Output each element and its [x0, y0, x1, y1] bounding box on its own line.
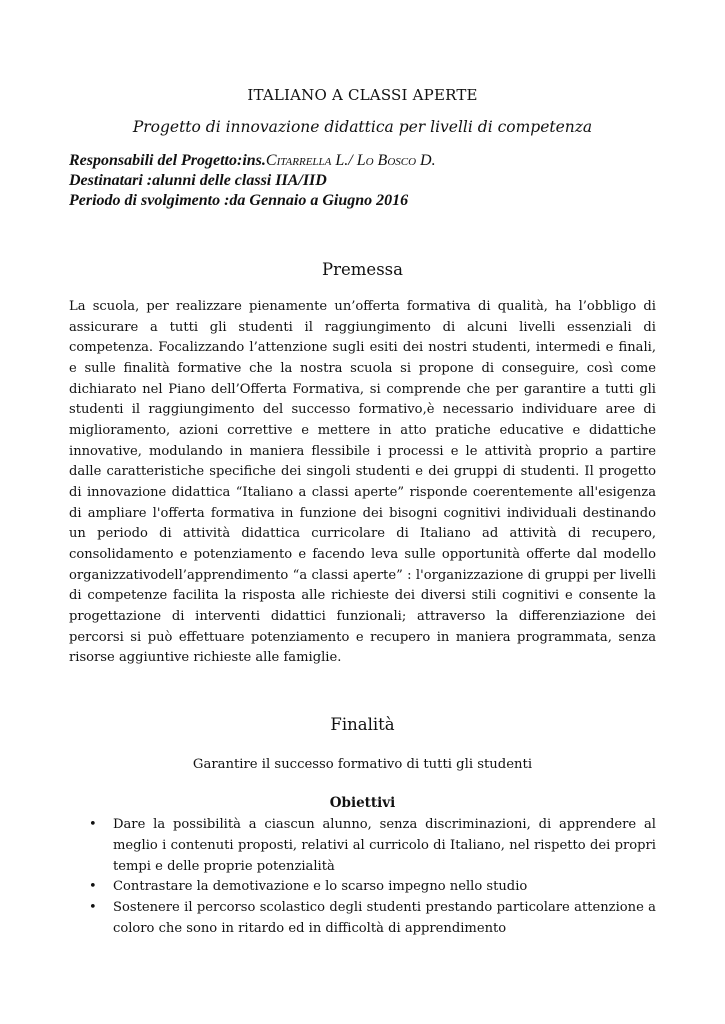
list-item [69, 815, 656, 877]
premessa-paragraph: La scuola, per realizzare pienamente un’offerta formativa di qualità, ha l’obbligo di assicurare a tutti gli studenti il raggiungimento di alcuni livelli essenziali di competenza. Focalizzando l’attenzione sugli esiti dei nostri studenti, intermedi e finali, e sulle finalità formative che la nostra scuola si propone di conseguire, così come dichiarato nel Piano dell’Offerta Formativa, si comprende che per garantire a tutti gli studenti il raggiungimento del successo formativo,è necessario individuare aree di miglioramento, azioni correttive e mettere in atto pratiche educative e didattiche innovative, modulando in maniera flessibile i processi e le attività proprio a partire dalle caratteristiche specifiche dei singoli studenti e dei gruppi di studenti. Il progetto di innovazione didattica “Italiano a classi aperte” risponde coerentemente all'esigenza di ampliare l'offerta formativa in funzione dei bisogni cognitivi individuali destinando un periodo di attività didattica curricolare di Italiano ad attività di recupero, consolidamento e potenziamento e facendo leva sulle opportunità offerte dal modello organizzativodell’apprendimento “a classi aperte” : l'organizzazione di gruppi per livelli di competenze facilita la risposta alle richieste dei diversi stili cognitivi e consente la progettazione di interventi didattici funzionali; attraverso la differenziazione dei percorsi si può effettuare potenziamento e recupero in maniera programmata, senza risorse aggiuntive richieste alle famiglie. [69, 299, 656, 666]
responsabili-label: Responsabili del Progetto:ins. [69, 152, 266, 169]
premessa-heading: Premessa [322, 260, 403, 279]
periodo-line: Periodo di svolgimento :da Gennaio a Giugno 2016 [69, 192, 409, 209]
bullet-icon: • [89, 879, 97, 895]
document-title: ITALIANO A CLASSI APERTE [247, 86, 478, 104]
list-item-text: Contrastare la demotivazione e lo scarso impegno nello studio [113, 879, 528, 895]
finalita-text: Garantire il successo formativo di tutti gli studenti [192, 757, 533, 772]
list-item [69, 898, 656, 940]
destinatari-line: Destinatari :alunni delle classi IIA/IID [69, 172, 327, 189]
finalita-heading: Finalità [330, 715, 395, 734]
obiettivi-heading: Obiettivi [329, 795, 396, 811]
list-item [69, 877, 656, 898]
list-item-text: Dare la possibilità a ciascun alunno, senza discriminazioni, di apprendere al meglio i contenuti proposti, relativi al curricolo di Italiano, nel rispetto dei propri tempi e delle proprie potenzialità [113, 817, 656, 874]
responsabili-names: Citarrella L./ Lo Bosco D. [265, 152, 436, 169]
bullet-icon: • [89, 817, 97, 832]
list-item-text: Sostenere il percorso scolastico degli studenti prestando particolare attenzione a coloro che sono in ritardo ed in difficoltà di apprendimento [113, 900, 656, 936]
document-subtitle: Progetto di innovazione didattica per livelli di competenza [132, 118, 593, 136]
responsabili-line [69, 152, 436, 170]
obiettivi-list [69, 815, 656, 940]
bullet-icon: • [89, 900, 97, 916]
